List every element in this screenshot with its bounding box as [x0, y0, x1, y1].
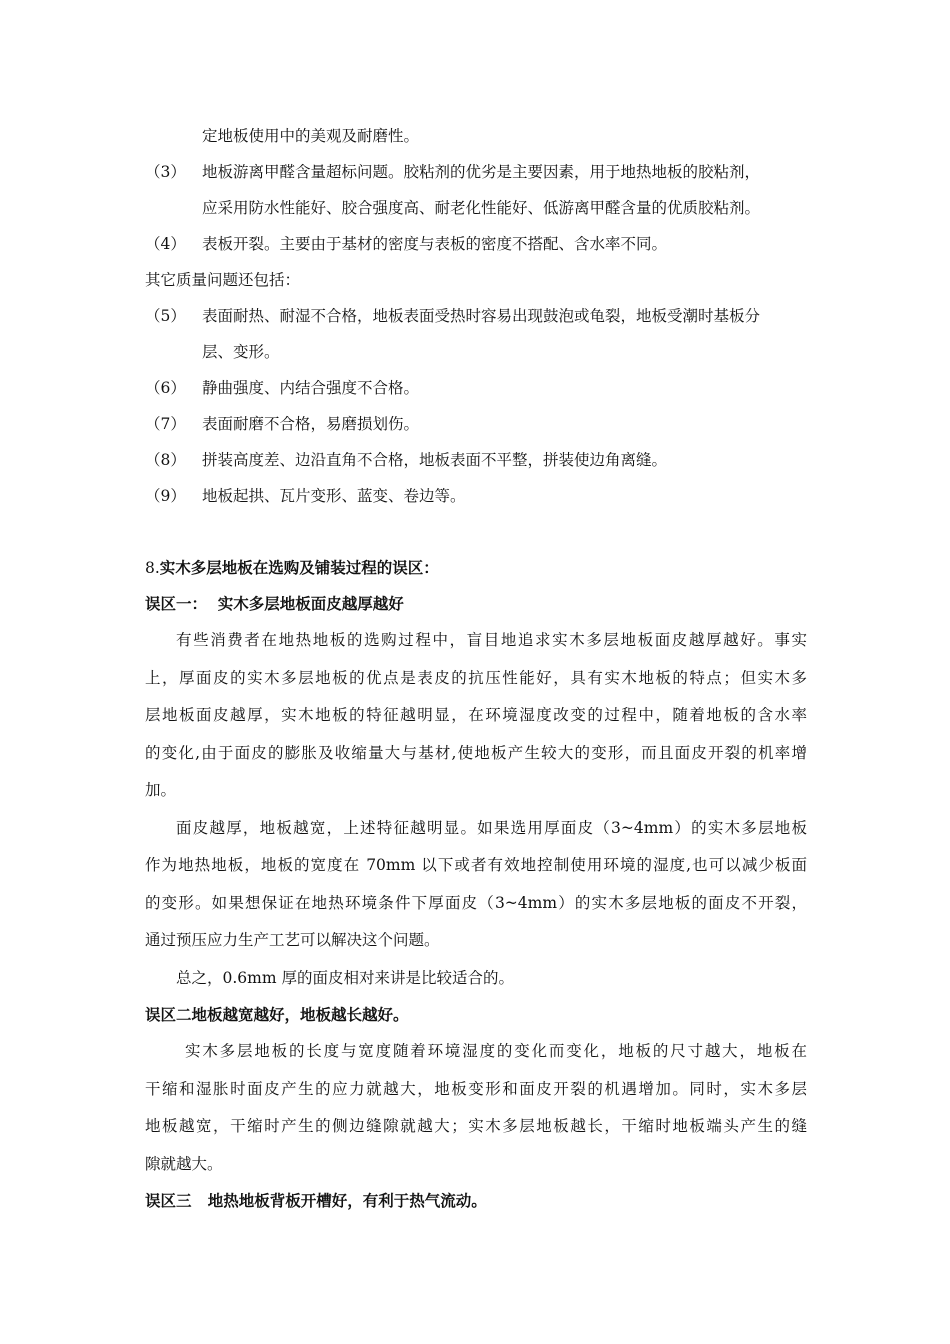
item-number: （7） — [145, 415, 186, 433]
numbered-list-a — [145, 154, 807, 262]
paragraph-line: 面皮越厚，地板越宽，上述特征越明显。如果选用厚面皮（3~4mm）的实木多层地板 — [176, 818, 807, 837]
item-text: 地板起拱、瓦片变形、蓝变、卷边等。 — [202, 487, 466, 505]
item-number: （3） — [145, 163, 186, 181]
myth3-heading: 误区三 地热地板背板开槽好，有利于热气流动。 — [145, 1191, 487, 1210]
item-text: 地板游离甲醛含量超标问题。胶粘剂的优劣是主要因素，用于地热地板的胶粘剂， — [202, 163, 761, 181]
paragraph-line: 层地板面皮越厚，实木地板的特征越明显，在环境湿度改变的过程中，随着地板的含水率 — [145, 706, 807, 724]
item-number: （4） — [145, 235, 186, 253]
list-item-line — [145, 442, 807, 478]
list-item-line — [145, 370, 807, 406]
list-item-line — [145, 226, 807, 262]
other-issues-heading — [145, 262, 807, 298]
paragraph-line: 隙就越大。 — [145, 1154, 223, 1173]
paragraph-line: 上，厚面皮的实木多层地板的优点是表皮的抗压性能好，具有实木地板的特点；但实木多 — [145, 668, 807, 687]
spacer — [145, 514, 807, 550]
document-page — [145, 118, 807, 1219]
item-text: 表面耐磨不合格，易磨损划伤。 — [202, 415, 420, 433]
paragraph-line: 通过预压应力生产工艺可以解决这个问题。 — [145, 931, 440, 949]
item-number: （5） — [145, 307, 186, 325]
myth2-paragraph-1 — [145, 1033, 807, 1183]
list-item-line — [145, 190, 807, 226]
myth1-paragraph-2 — [145, 810, 807, 960]
myth1-paragraph-1 — [145, 622, 807, 810]
list-item-line — [145, 334, 807, 370]
section-8-heading — [145, 550, 807, 586]
myth1-paragraph-3: 总之，0.6mm 厚的面皮相对来讲是比较适合的。 — [176, 968, 514, 987]
item-text: 表面耐热、耐湿不合格，地板表面受热时容易出现鼓泡或龟裂，地板受潮时基板分 — [202, 307, 761, 325]
paragraph-line: 实木多层地板的长度与宽度随着环境湿度的变化而变化，地板的尺寸越大，地板在 — [185, 1042, 807, 1060]
item-text: 拼装高度差、边沿直角不合格，地板表面不平整，拼装使边角离缝。 — [202, 451, 668, 469]
paragraph-line: 作为地热地板，地板的宽度在 70mm 以下或者有效地控制使用环境的湿度,也可以减少板面 — [145, 856, 807, 874]
numbered-list-b — [145, 298, 807, 514]
line-text: 其它质量问题还包括： — [145, 271, 301, 289]
section-title: 实木多层地板在选购及铺装过程的误区： — [159, 558, 439, 577]
paragraph-line: 的变化,由于面皮的膨胀及收缩量大与基材,使地板产生较大的变形，而且面皮开裂的机率增 — [145, 743, 807, 762]
myth2-heading: 误区二地板越宽越好，地板越长越好。 — [145, 1005, 409, 1024]
list-item-line — [145, 406, 807, 442]
item-text: 表板开裂。主要由于基材的密度与表板的密度不搭配、含水率不同。 — [202, 235, 668, 253]
continued-line — [145, 118, 807, 154]
item-number: （9） — [145, 487, 186, 505]
paragraph-line: 有些消费者在地热地板的选购过程中，盲目地追求实木多层地板面皮越厚越好。事实 — [176, 631, 807, 649]
paragraph-line: 的变形。如果想保证在地热环境条件下厚面皮（3~4mm）的实木多层地板的面皮不开裂， — [145, 893, 807, 912]
item-number: （8） — [145, 451, 186, 469]
item-text: 应采用防水性能好、胶合强度高、耐老化性能好、低游离甲醛含量的优质胶粘剂。 — [202, 199, 761, 217]
item-text: 静曲强度、内结合强度不合格。 — [202, 379, 420, 397]
item-number: （6） — [145, 379, 186, 397]
list-item-line — [145, 298, 807, 334]
list-item-line — [145, 154, 807, 190]
line-text: 定地板使用中的美观及耐磨性。 — [202, 127, 420, 145]
paragraph-line: 干缩和湿胀时面皮产生的应力就越大，地板变形和面皮开裂的机遇增加。同时，实木多层 — [145, 1079, 807, 1098]
item-text: 层、变形。 — [202, 343, 280, 361]
section-number: 8. — [145, 559, 160, 577]
list-item-line — [145, 478, 807, 514]
paragraph-line: 地板越宽，干缩时产生的侧边缝隙就越大；实木多层地板越长，干缩时地板端头产生的缝 — [145, 1117, 807, 1135]
paragraph-line: 加。 — [145, 781, 177, 799]
myth1-heading: 误区一： 实木多层地板面皮越厚越好 — [145, 594, 404, 613]
